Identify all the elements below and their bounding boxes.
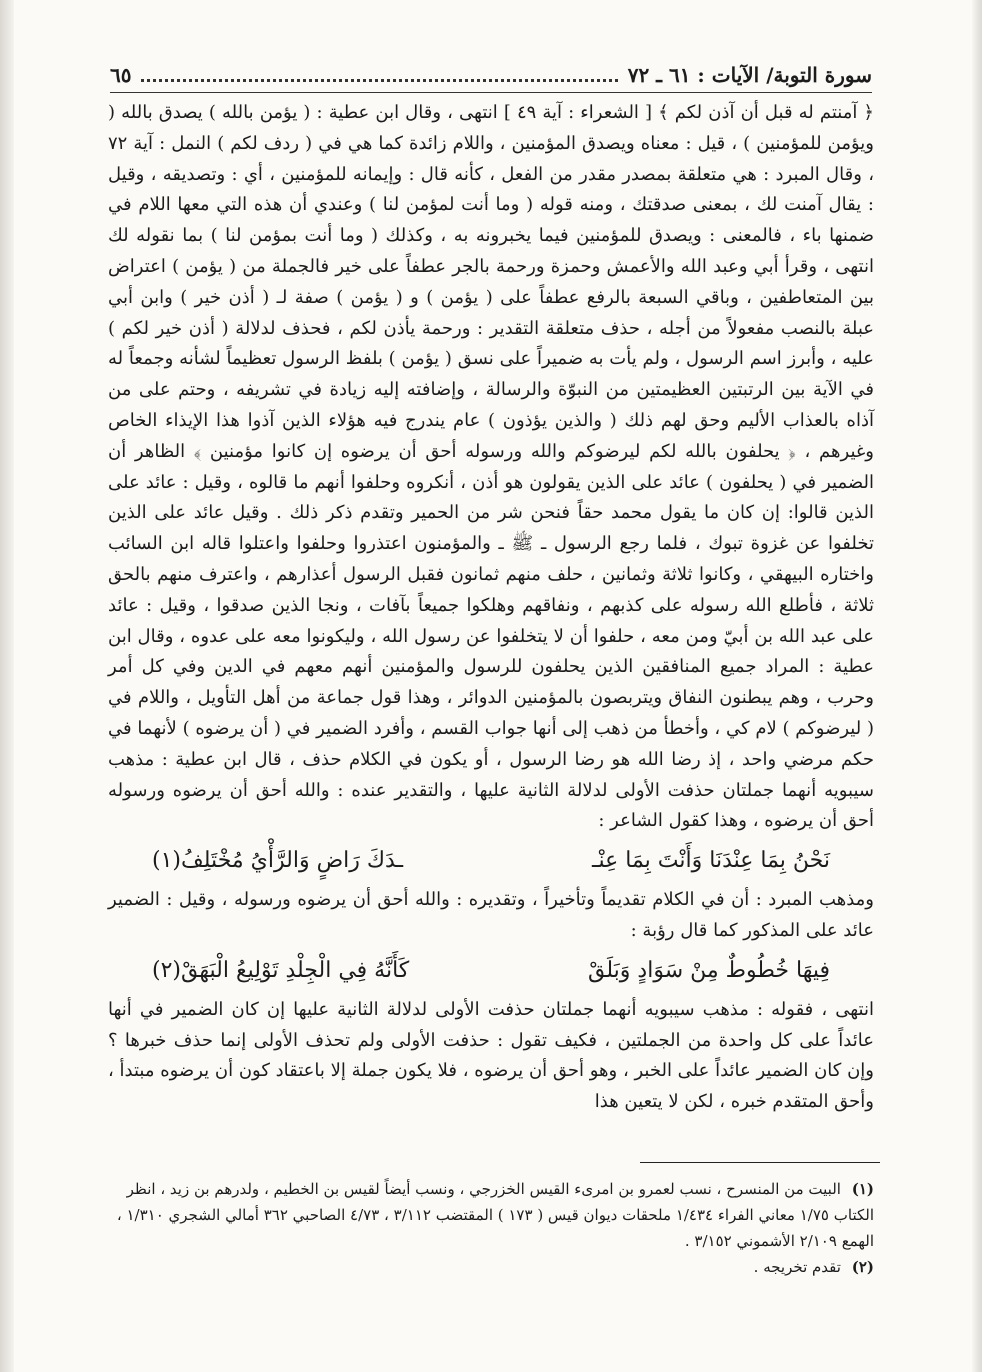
- scan-edge-right: [972, 0, 982, 1372]
- verse-2-first-hemistich: فِيهَا خُطُوطٌ مِنْ سَوَادٍ وَبَلَقْ: [588, 957, 830, 983]
- page-number: ٦٥: [110, 63, 132, 87]
- paragraph-3: انتهى ، فقوله : مذهب سيبويه أنهما جملتان حذفت الأولى لدلالة الثانية عليها إن كان الضمير في أنها عائداً على كل واحدة من الجملتين ، فكيف تقول : حذفت الأولى ولم تحذف الأولى إنما حذف خبرها ؟ وإن كان الضمير عائداً على الخبر ، وهو أحق أن يرضوه ، فلا يكون جملة إلا باعتقاد كون أن يرضوه مبتدأ ، وأحق المتقدم خبره ، لكن لا يتعين هذا: [108, 998, 874, 1113]
- footnote-text: البيت من المنسرح ، نسب لعمرو بن امرىء القيس الخزرجي ، ونسب أيضاً لقيس بن الخطيم ، ولدرهم بن زيد ، انظر الكتاب ١/٧٥ معاني الفراء ١/٤٣٤ ملحقات ديوان قيس ( ١٧٣ ) المقتضب ٣/١١٢ ، ٤/٧٣ الصاحبي ٣٦٢ أمالي الشجري ١/٣١٠ ، الهمع ٢/١٠٩ الأشموني ٣/١٥٢ .: [116, 1180, 874, 1250]
- footnote-number: (١): [851, 1180, 874, 1198]
- surah-title: سورة التوبة/ الآيات : ٦١ ـ ٧٢: [627, 63, 872, 87]
- footnote: [108, 1176, 874, 1254]
- verse-2-second-hemistich: كَأَنَّهُ فِي الْجِلْدِ تَوْلِيعُ الْبَهَقْ(٢): [152, 957, 410, 983]
- header-dot-leader: [141, 69, 617, 82]
- footnote-separator: [640, 1162, 880, 1163]
- paragraph-1: ﴿ آمنتم له قبل أن آذن لكم ﴾ [ الشعراء : آية ٤٩ ] انتهى ، وقال ابن عطية : ( يؤمن بالله ) يصدق بالله ( ويؤمن للمؤمنين ) ، قيل : معناه ويصدق المؤمنين ، واللام زائدة كما هي في ( ردف لكم ) النمل : آية ٧٢ ، وقال المبرد : هي متعلقة بمصدر مقدر من الفعل ، كأنه قال : وإيمانه للمؤمنين ، أي : وتصديقه ، وقيل : يقال آمنت لك ، بمعنى صدقتك ، ومنه قوله ( وما أنت لمؤمن لنا ) وعندي أن هذه التي معها اللام في ضمنها باء ، فالمعنى : ويصدق للمؤمنين فيما يخبرونه به ، وكذلك ( وما أنت بمؤمن لنا ) بما نقوله لك انتهى ، وقرأ أبي وعبد الله والأعمش وحمزة ورحمة بالجر عطفاً على خير فالجملة من ( يؤمن ) اعتراض بين المتعاطفين ، وباقي السبعة بالرفع عطفاً على ( يؤمن ) و ( يؤمن ) صفة لـ ( أذن خير ) وابن أبي عبلة بالنصب مفعولاً من أجله ، حذف متعلقة التقدير : ورحمة يأذن لكم ، فحذف لدلالة ( أذن خير لكم ) عليه ، وأبرز اسم الرسول ، ولم يأت به ضميراً على نسق ( يؤمن ) بلفظ الرسول تعظيماً لشأنه وجمعاً له في الآية بين الرتبتين العظيمتين من النبوّة والرسالة ، وإضافته إليه زيادة في تشريفه ، وحتم على من آذاه بالعذاب الأليم وحق لهم ذلك ( والذين يؤذون ) عام يندرج فيه هؤلاء الذين آذوا هذا الإيذاء الخاص وغيرهم ، ﴿ يحلفون بالله لكم ليرضوكم والله ورسوله أحق أن يرضوه إن كانوا مؤمنين ﴾ الظاهر أن الضمير في ( يحلفون ) عائد على الذين يقولون هو أذن ، أنكروه وحلفوا أنهم ما قالوه ، وقيل : عائد على الذين قالوا: إن كان ما يقول محمد حقاً فنحن شر من الحمير وتقدم ذكر ذلك . وقيل عائد على الذين تخلفوا عن غزوة تبوك ، فلما رجع الرسول ـ ﷺ ـ والمؤمنون اعتذروا وحلفوا واعتلوا قاله ابن السائب واختاره البيهقي ، وكانوا ثلاثة وثمانين ، حلف منهم ثمانون فقبل الرسول أعذارهم ، واعترف منهم بالحق ثلاثة ، فأطلع الله رسوله على كذبهم ، ونفاقهم وهلكوا جميعاً بآفات ، ونجا الذين صدقوا ، وقيل : عائد على عبد الله بن أبيّ ومن معه ، حلفوا أن لا يتخلفوا عن رسول الله ، وليكونوا معه على عدوه ، وقال ابن عطية : المراد جميع المنافقين الذين يحلفون للرسول والمؤمنين أنهم معهم في الدين وفي كل أمر وحرب ، وهم يبطنون النفاق ويتربصون بالمؤمنين الدوائر ، وهذا قول جماعة من أهل التأويل ، واللام في ( ليرضوكم ) لام كي ، وأخطأ من ذهب إلى أنها جواب القسم ، وأفرد الضمير في ( أن يرضوه ) لأنهما في حكم مرضي واحد ، إذ رضا الله هو رضا الرسول ، أو يكون في الكلام حذف ، قال ابن عطية : مذهب سيبويه أنهما جملتان حذفت الأولى لدلالة الثانية عليها ، والتقدير عنده : والله أحق أن يرضوه ورسوله أحق أن يرضوه ، وهذا كقول الشاعر :: [108, 102, 875, 832]
- poetry-verse-2: [108, 947, 874, 995]
- footnotes: [108, 1176, 874, 1280]
- verse-1-first-hemistich: نَحْنُ بِمَا عِنْدَنَا وَأَنْتَ بِمَا عِنْـ: [592, 848, 830, 874]
- scan-edge-left: [0, 0, 14, 1372]
- verse-1-second-hemistich: ـدَكَ رَاضٍ وَالرَّأْيُ مُخْتَلِفُ(١): [152, 848, 404, 874]
- paragraph-2: ومذهب المبرد : أن في الكلام تقديماً وتأخيراً ، وتقديره : والله أحق أن يرضوه ورسوله ، وقيل : الضمير عائد على المذكور كما قال رؤبة :: [108, 889, 874, 941]
- footnote-text: تقدم تخريجه .: [753, 1258, 841, 1276]
- footnote: [108, 1254, 874, 1280]
- poetry-verse-1: [108, 837, 874, 885]
- footnote-number: (٢): [851, 1258, 874, 1276]
- running-header: [110, 58, 872, 93]
- main-text: [108, 98, 874, 1118]
